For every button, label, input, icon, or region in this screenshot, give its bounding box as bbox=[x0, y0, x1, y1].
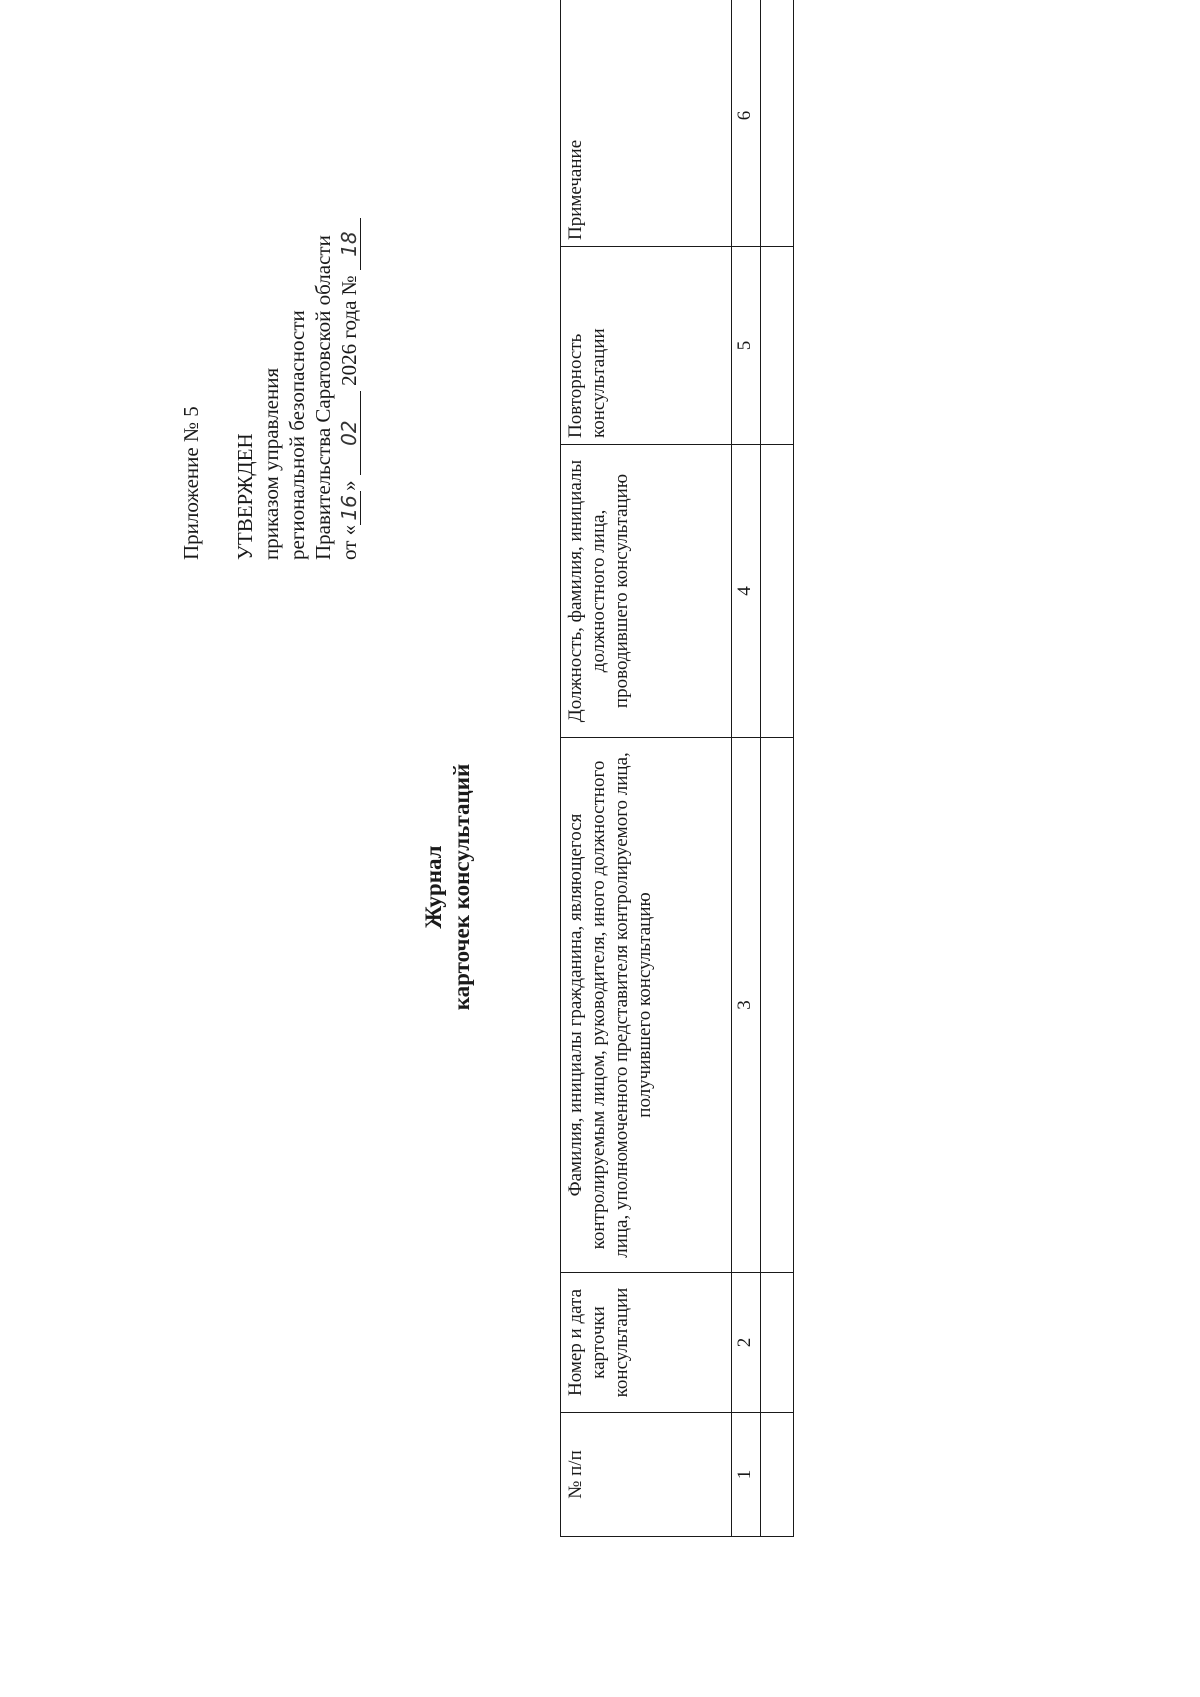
title-line-cards: карточек консультаций bbox=[449, 763, 474, 1011]
document-title bbox=[420, 677, 476, 1097]
column-number-cell: 2 bbox=[732, 1273, 761, 1413]
column-number-row bbox=[732, 0, 761, 1537]
column-number-cell: 4 bbox=[732, 445, 761, 738]
column-number-cell: 5 bbox=[732, 247, 761, 445]
handwritten-order-number: 18 bbox=[338, 218, 361, 270]
header-cell-repeat: Повторность консультации bbox=[561, 247, 732, 445]
header-cell-recipient: Фамилия, инициалы гражданина, являющегося контролируемым лицом, руководителя, иного должностного лица, уполномоченного представителя контролируемого лица, получившего консультацию bbox=[561, 738, 732, 1273]
table-header-row bbox=[561, 0, 732, 1537]
appendix-label: Приложение № 5 bbox=[179, 406, 203, 560]
approval-government-line: Правительства Саратовской области bbox=[311, 235, 335, 560]
table-cell bbox=[761, 445, 794, 738]
column-number-cell: 1 bbox=[732, 1413, 761, 1537]
approved-stamp-text: УТВЕРЖДЕН bbox=[233, 433, 257, 560]
date-prefix: от « bbox=[337, 524, 361, 560]
table-row bbox=[761, 0, 794, 1537]
header-cell-card-number-date: Номер и дата карточки консультации bbox=[561, 1273, 732, 1413]
column-number-cell: 3 bbox=[732, 738, 761, 1273]
table-cell bbox=[761, 247, 794, 445]
title-line-journal: Журнал bbox=[421, 845, 446, 929]
approval-order-line: приказом управления bbox=[259, 367, 283, 560]
table-cell bbox=[761, 738, 794, 1273]
table-cell bbox=[761, 1273, 794, 1413]
column-number-cell: 6 bbox=[732, 0, 761, 247]
date-quote-close: » bbox=[337, 480, 361, 491]
header-cell-note: Примечание bbox=[561, 0, 732, 247]
header-cell-index: № п/п bbox=[561, 1413, 732, 1537]
handwritten-day: 16 bbox=[338, 491, 361, 525]
consultation-journal-table bbox=[560, 0, 794, 1537]
approval-date-line bbox=[336, 0, 362, 560]
handwritten-month: 02 bbox=[338, 391, 361, 475]
header-cell-official: Должность, фамилия, инициалы должностного лица, проводившего консультацию bbox=[561, 445, 732, 738]
table-cell bbox=[761, 0, 794, 247]
year-text: 2026 года № bbox=[337, 275, 361, 386]
approval-department-line: региональной безопасности bbox=[285, 310, 309, 560]
approval-block bbox=[178, 0, 362, 560]
table-cell bbox=[761, 1413, 794, 1537]
